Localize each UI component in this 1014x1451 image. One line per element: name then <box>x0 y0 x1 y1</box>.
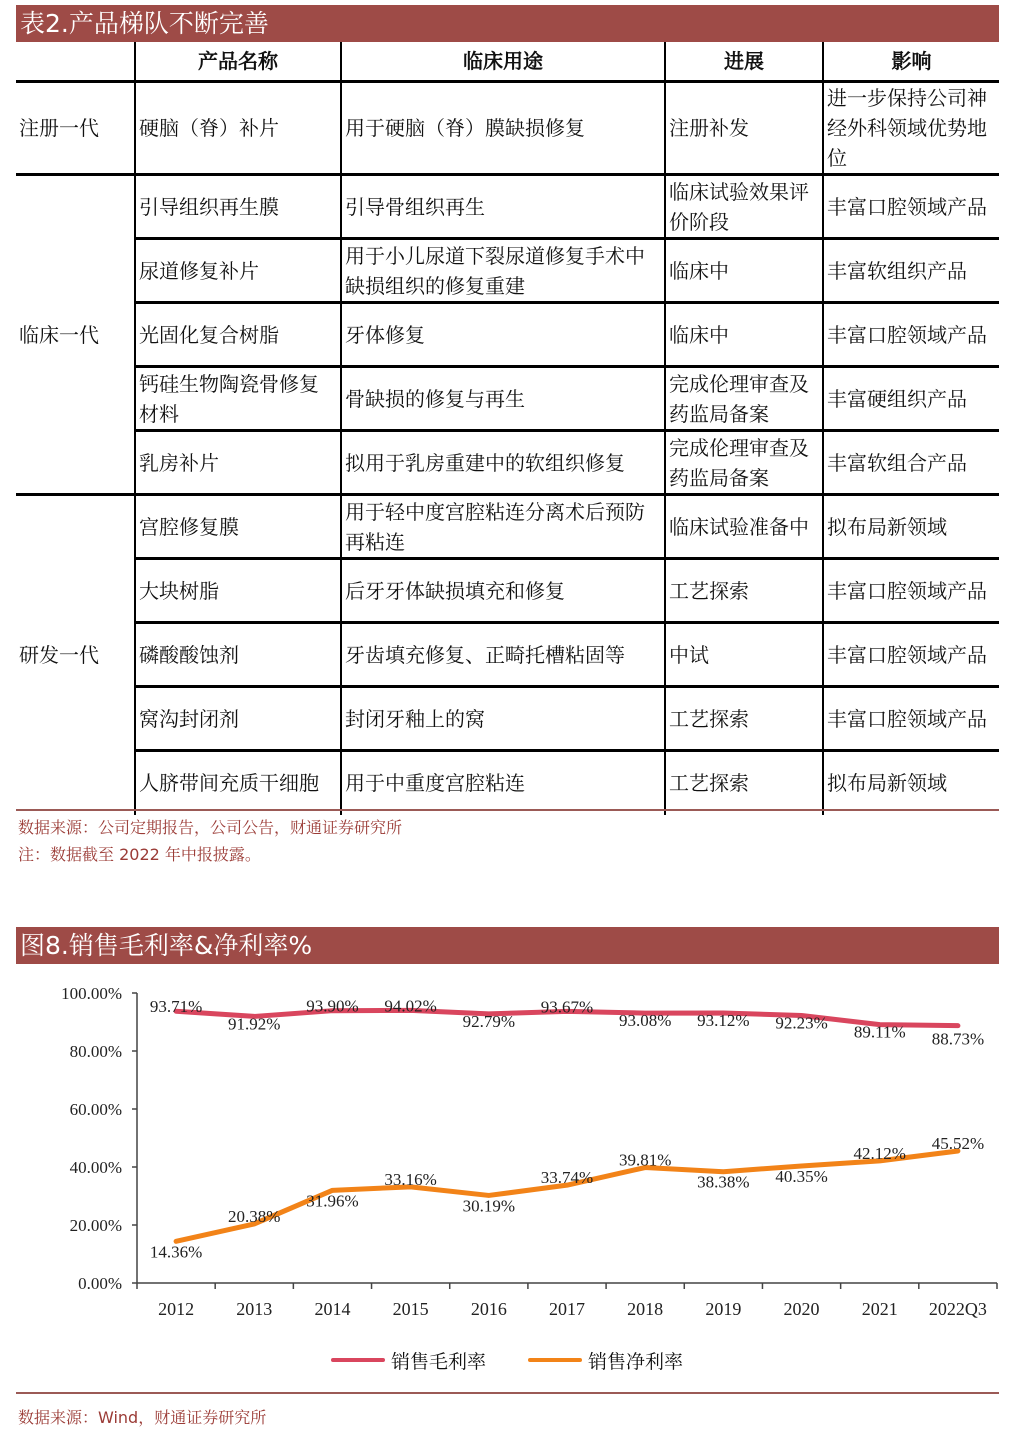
product-cell: 大块树脂 <box>135 559 341 623</box>
data-label: 92.23% <box>775 1013 828 1033</box>
header-impact: 影响 <box>823 42 999 82</box>
impact-cell: 丰富软组织产品 <box>823 239 999 303</box>
figure-bottom-rule <box>16 1392 999 1394</box>
use-cell: 牙体修复 <box>341 303 665 367</box>
legend-item-gross <box>331 1347 486 1374</box>
table-row <box>16 367 999 431</box>
use-cell: 封闭牙釉上的窝 <box>341 687 665 751</box>
table-note: 注：数据截至 2022 年中报披露。 <box>18 845 261 864</box>
impact-cell: 丰富口腔领域产品 <box>823 687 999 751</box>
progress-cell: 临床中 <box>665 239 823 303</box>
data-label: 39.81% <box>618 1150 672 1170</box>
y-tick-label: 60.00% <box>69 1100 122 1119</box>
impact-cell: 丰富口腔领域产品 <box>823 175 999 239</box>
x-tick-label: 2016 <box>470 1299 507 1319</box>
data-label: 88.73% <box>931 1029 985 1049</box>
product-cell: 磷酸酸蚀剂 <box>135 623 341 687</box>
product-cell: 引导组织再生膜 <box>135 175 341 239</box>
data-label: 45.52% <box>931 1133 985 1153</box>
series-line-net-margin <box>176 1151 958 1241</box>
progress-cell: 工艺探索 <box>665 559 823 623</box>
progress-cell: 工艺探索 <box>665 751 823 815</box>
table-row <box>16 687 999 751</box>
product-cell: 宫腔修复膜 <box>135 495 341 559</box>
table-row <box>16 751 999 815</box>
use-cell: 引导骨组织再生 <box>341 175 665 239</box>
product-cell: 钙硅生物陶瓷骨修复材料 <box>135 367 341 431</box>
figure-source: 数据来源：Wind，财通证券研究所 <box>18 1408 267 1427</box>
data-label: 33.74% <box>540 1168 594 1188</box>
product-cell: 尿道修复补片 <box>135 239 341 303</box>
x-tick-label: 2013 <box>236 1299 273 1319</box>
data-label: 33.16% <box>384 1169 437 1189</box>
product-cell: 窝沟封闭剂 <box>135 687 341 751</box>
table-bottom-rule <box>16 809 999 811</box>
x-tick-label: 2021 <box>861 1299 898 1319</box>
data-label: 92.79% <box>462 1011 516 1031</box>
use-cell: 后牙牙体缺损填充和修复 <box>341 559 665 623</box>
data-label: 31.96% <box>306 1191 359 1211</box>
data-label: 91.92% <box>228 1014 281 1034</box>
use-cell: 用于小儿尿道下裂尿道修复手术中缺损组织的修复重建 <box>341 239 665 303</box>
table-row <box>16 431 999 495</box>
margin-line-chart <box>0 975 1014 1335</box>
impact-cell: 丰富硬组织产品 <box>823 367 999 431</box>
data-label: 20.38% <box>228 1206 281 1226</box>
product-cell: 光固化复合树脂 <box>135 303 341 367</box>
data-label: 93.90% <box>306 996 359 1016</box>
data-label: 93.12% <box>697 1010 750 1030</box>
product-cell: 硬脑（脊）补片 <box>135 82 341 175</box>
group-cell: 注册一代 <box>16 82 135 175</box>
table-row <box>16 239 999 303</box>
x-tick-label: 2012 <box>158 1299 195 1319</box>
chart-legend <box>0 1345 1014 1374</box>
impact-cell: 丰富口腔领域产品 <box>823 559 999 623</box>
product-cell: 乳房补片 <box>135 431 341 495</box>
header-progress: 进展 <box>665 42 823 82</box>
impact-cell: 丰富软组合产品 <box>823 431 999 495</box>
x-tick-label: 2014 <box>314 1299 351 1319</box>
header-product: 产品名称 <box>135 42 341 82</box>
use-cell: 用于硬脑（脊）膜缺损修复 <box>341 82 665 175</box>
use-cell: 拟用于乳房重建中的软组织修复 <box>341 431 665 495</box>
x-tick-label: 2019 <box>705 1299 742 1319</box>
table-row <box>16 303 999 367</box>
data-label: 93.67% <box>540 997 594 1017</box>
progress-cell: 临床试验准备中 <box>665 495 823 559</box>
impact-cell: 丰富口腔领域产品 <box>823 303 999 367</box>
progress-cell: 临床试验效果评价阶段 <box>665 175 823 239</box>
table-row <box>16 82 999 175</box>
progress-cell: 临床中 <box>665 303 823 367</box>
data-label: 40.35% <box>775 1166 828 1186</box>
product-cell: 人脐带间充质干细胞 <box>135 751 341 815</box>
use-cell: 牙齿填充修复、正畸托槽粘固等 <box>341 623 665 687</box>
use-cell: 用于中重度宫腔粘连 <box>341 751 665 815</box>
y-tick-label: 0.00% <box>78 1274 122 1293</box>
table-row <box>16 559 999 623</box>
y-tick-label: 100.00% <box>61 984 122 1003</box>
progress-cell: 中试 <box>665 623 823 687</box>
header-group <box>16 42 135 82</box>
y-tick-label: 20.00% <box>69 1216 122 1235</box>
data-label: 89.11% <box>853 1022 906 1042</box>
table-header-row <box>16 42 999 82</box>
data-label: 42.12% <box>853 1143 906 1163</box>
x-tick-label: 2017 <box>549 1299 585 1319</box>
use-cell: 用于轻中度宫腔粘连分离术后预防再粘连 <box>341 495 665 559</box>
impact-cell: 拟布局新领域 <box>823 495 999 559</box>
data-label: 14.36% <box>149 1242 203 1262</box>
legend-swatch-gross <box>331 1358 385 1362</box>
legend-item-net <box>528 1347 683 1374</box>
legend-label-net: 销售净利率 <box>588 1350 684 1373</box>
impact-cell: 丰富口腔领域产品 <box>823 623 999 687</box>
legend-label-gross: 销售毛利率 <box>390 1350 486 1373</box>
data-label: 94.02% <box>384 996 437 1016</box>
table-row <box>16 495 999 559</box>
figure-title: 图8.销售毛利率&净利率% <box>16 927 999 964</box>
table-title: 表2.产品梯队不断完善 <box>16 5 999 42</box>
x-tick-label: 2015 <box>392 1299 429 1319</box>
table-row <box>16 623 999 687</box>
group-cell: 临床一代 <box>16 175 135 495</box>
data-label: 38.38% <box>697 1172 750 1192</box>
x-tick-label: 2018 <box>627 1299 664 1319</box>
progress-cell: 注册补发 <box>665 82 823 175</box>
group-cell: 研发一代 <box>19 643 99 668</box>
y-tick-label: 40.00% <box>69 1158 122 1177</box>
legend-swatch-net <box>528 1358 582 1362</box>
x-tick-label: 2020 <box>783 1299 820 1319</box>
table-row <box>16 175 999 239</box>
data-label: 93.08% <box>618 1011 672 1031</box>
product-pipeline-table <box>16 42 999 815</box>
impact-cell: 进一步保持公司神经外科领域优势地位 <box>823 82 999 175</box>
use-cell: 骨缺损的修复与再生 <box>341 367 665 431</box>
y-tick-label: 80.00% <box>69 1042 122 1061</box>
header-use: 临床用途 <box>341 42 665 82</box>
progress-cell: 完成伦理审查及药监局备案 <box>665 431 823 495</box>
data-label: 30.19% <box>462 1196 516 1216</box>
progress-cell: 完成伦理审查及药监局备案 <box>665 367 823 431</box>
progress-cell: 工艺探索 <box>665 687 823 751</box>
table-source: 数据来源：公司定期报告，公司公告，财通证券研究所 <box>18 818 403 837</box>
impact-cell: 拟布局新领域 <box>823 751 999 815</box>
data-label: 93.71% <box>149 997 203 1017</box>
x-tick-label: 2022Q3 <box>928 1299 987 1319</box>
